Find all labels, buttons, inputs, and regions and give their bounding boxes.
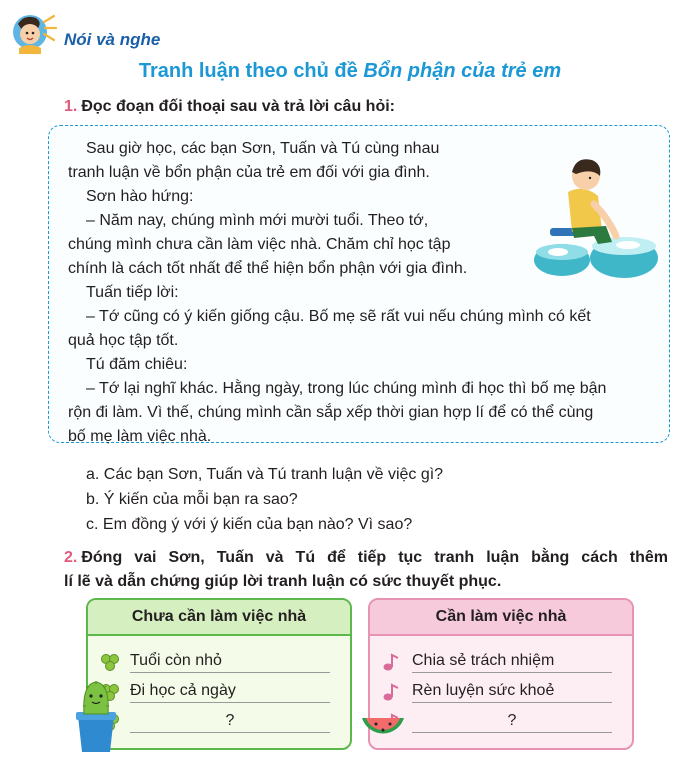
exercise-2-prompt xyxy=(64,546,668,594)
card-item-text: ? xyxy=(130,710,330,733)
exercise-2-prompt-line1: 2. Đóng vai Sơn, Tuấn và Tú để tiếp tục tranh luận bằng cách thêm xyxy=(64,549,668,566)
list-item xyxy=(100,650,340,674)
music-note-icon xyxy=(382,652,402,672)
list-item xyxy=(382,710,622,734)
dialogue-line: – Năm nay, chúng mình mới mười tuổi. Theo tớ, xyxy=(86,212,429,229)
exercise-1-prompt xyxy=(64,98,395,116)
dialogue-line: quả học tập tốt. xyxy=(68,332,179,349)
cactus-illustration xyxy=(68,676,124,754)
music-note-icon xyxy=(382,682,402,702)
card-item-text: Chia sẻ trách nhiệm xyxy=(412,650,612,673)
question-b: b. Ý kiến của mỗi bạn ra sao? xyxy=(86,491,298,508)
dialogue-line: bố mẹ làm việc nhà. xyxy=(68,428,212,445)
speaking-boy-icon xyxy=(10,10,60,56)
dialogue-line: chúng mình chưa cần làm việc nhà. Chăm chỉ học tập xyxy=(68,236,451,253)
lesson-title-prefix: Tranh luận theo chủ đề xyxy=(138,60,364,82)
clover-icon xyxy=(100,652,120,672)
dialogue-line: rộn đi làm. Vì thế, chúng mình cần sắp xếp thời gian hợp lí để có thể cùng xyxy=(68,404,594,421)
card-item-text: Tuổi còn nhỏ xyxy=(130,650,330,673)
list-item xyxy=(100,680,340,704)
dialogue-line: Tú đăm chiêu: xyxy=(86,356,188,373)
lesson-title xyxy=(0,60,700,83)
card-item-text: ? xyxy=(412,710,612,733)
section-label: Nói và nghe xyxy=(64,30,161,49)
question-a: a. Các bạn Sơn, Tuấn và Tú tranh luận về việc gì? xyxy=(86,466,444,483)
card-item-text: Rèn luyện sức khoẻ xyxy=(412,680,612,703)
dialogue-line: chính là cách tốt nhất để thể hiện bổn phận với gia đình. xyxy=(68,260,468,277)
dialogue-line: tranh luận về bổn phận của trẻ em đối với gia đình. xyxy=(68,164,430,181)
card-not-needed xyxy=(86,598,352,750)
card-needed-heading: Cần làm việc nhà xyxy=(370,600,632,636)
dialogue-line: Sau giờ học, các bạn Sơn, Tuấn và Tú cùng nhau xyxy=(86,140,440,157)
dialogue-line: Sơn hào hứng: xyxy=(86,188,194,205)
watermelon-illustration xyxy=(358,708,408,754)
exercise-1-prompt-text: Đọc đoạn đối thoại sau và trả lời câu hỏi: xyxy=(81,98,395,115)
exercise-1-number: 1. xyxy=(64,98,78,115)
dialogue-line: – Tớ cũng có ý kiến giống cậu. Bố mẹ sẽ rất vui nếu chúng mình có kết xyxy=(86,308,591,325)
list-item xyxy=(100,710,340,734)
card-item-text: Đi học cả ngày xyxy=(130,680,330,703)
exercise-2-number: 2. xyxy=(64,549,78,566)
dialogue-line: – Tớ lại nghĩ khác. Hằng ngày, trong lúc chúng mình đi học thì bố mẹ bận xyxy=(86,380,607,397)
dialogue-line: Tuấn tiếp lời: xyxy=(86,284,179,301)
question-c: c. Em đồng ý với ý kiến của bạn nào? Vì sao? xyxy=(86,516,413,533)
boy-washing-dishes-illustration xyxy=(532,148,662,282)
list-item xyxy=(382,680,622,704)
list-item xyxy=(382,650,622,674)
exercise-2-prompt-line2: lí lẽ và dẫn chứng giúp lời tranh luận có sức thuyết phục. xyxy=(64,573,502,590)
lesson-title-topic: Bổn phận của trẻ em xyxy=(363,60,562,82)
card-not-needed-heading: Chưa cần làm việc nhà xyxy=(88,600,350,636)
